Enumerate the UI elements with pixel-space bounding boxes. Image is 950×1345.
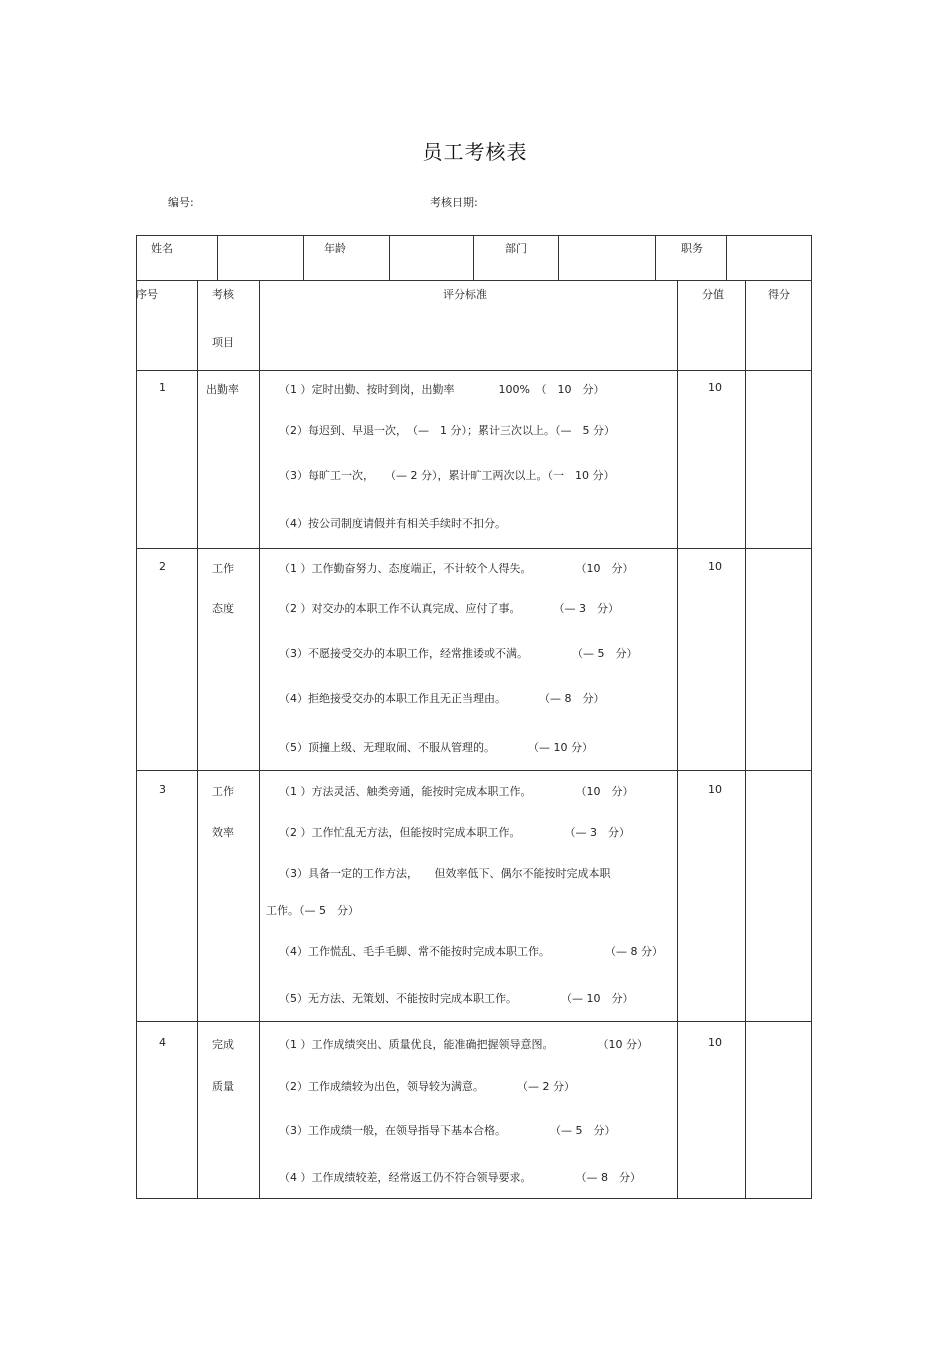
- grid-line: [136, 770, 812, 771]
- row-3-criterion-3: （3）具备一定的工作方法， 但效率低下、偶尔不能按时完成本职: [279, 867, 611, 880]
- grid-line: [303, 235, 304, 280]
- row-2-criterion-5: （5）顶撞上级、无理取闹、不服从管理的。 （— 10 分）: [279, 741, 593, 754]
- row-2-criterion-4: （4）拒绝接受交办的本职工作且无正当理由。 （— 8 分）: [279, 692, 605, 705]
- row-4-score-field[interactable]: [746, 1022, 810, 1197]
- row-4-no: 4: [159, 1036, 166, 1049]
- row-1-criterion-1: （1 ）定时出勤、按时到岗，出勤率 100% （ 10 分）: [279, 383, 605, 396]
- row-2-points: 10: [708, 560, 722, 573]
- row-1-item: 出勤率: [206, 383, 239, 396]
- row-3-criterion-5: （5）无方法、无策划、不能按时完成本职工作。 （— 10 分）: [279, 992, 634, 1005]
- grid-line: [811, 235, 812, 1199]
- grid-line: [136, 235, 137, 1199]
- row-2-item-2: 态度: [212, 602, 234, 615]
- row-3-no: 3: [159, 783, 166, 796]
- grid-line: [136, 548, 812, 549]
- grid-line: [677, 280, 678, 1199]
- grid-line: [136, 1021, 812, 1022]
- grid-line: [197, 280, 198, 1199]
- position-label: 职务: [681, 242, 703, 255]
- name-field[interactable]: [218, 236, 302, 279]
- position-field[interactable]: [727, 236, 810, 279]
- row-1-no: 1: [159, 381, 166, 394]
- col-points-header: 分值: [702, 288, 724, 301]
- row-4-item-1: 完成: [212, 1038, 234, 1051]
- row-3-points: 10: [708, 783, 722, 796]
- row-3-criterion-2: （2 ）工作忙乱无方法，但能按时完成本职工作。 （— 3 分）: [279, 826, 630, 839]
- row-4-points: 10: [708, 1036, 722, 1049]
- col-criteria-header: 评分标准: [443, 288, 487, 301]
- name-label: 姓名: [151, 242, 173, 255]
- dept-label: 部门: [505, 242, 527, 255]
- row-3-score-field[interactable]: [746, 771, 810, 1020]
- date-label: 考核日期:: [430, 196, 478, 209]
- grid-line: [136, 1198, 812, 1199]
- row-2-no: 2: [159, 560, 166, 573]
- row-2-criterion-2: （2 ）对交办的本职工作不认真完成、应付了事。 （— 3 分）: [279, 602, 619, 615]
- grid-line: [655, 235, 656, 280]
- grid-line: [136, 280, 812, 281]
- row-1-score-field[interactable]: [746, 371, 810, 547]
- row-4-criterion-3: （3）工作成绩一般，在领导指导下基本合格。 （— 5 分）: [279, 1124, 616, 1137]
- row-2-score-field[interactable]: [746, 549, 810, 769]
- age-label: 年龄: [324, 242, 346, 255]
- row-4-criterion-1: （1 ）工作成绩突出、质量优良，能准确把握领导意图。 （10 分）: [279, 1038, 648, 1051]
- age-field[interactable]: [390, 236, 472, 279]
- row-1-points: 10: [708, 381, 722, 394]
- col-item-header-1: 考核: [212, 288, 234, 301]
- row-2-item-1: 工作: [212, 562, 234, 575]
- col-item-header-2: 项目: [212, 336, 234, 349]
- row-3-criterion-4: （4）工作慌乱、毛手毛脚、常不能按时完成本职工作。 （— 8 分）: [279, 945, 663, 958]
- row-3-criterion-3-cont: 工作。（— 5 分）: [266, 904, 359, 917]
- grid-line: [136, 370, 812, 371]
- row-2-criterion-3: （3）不愿接受交办的本职工作，经常推诿或不满。 （— 5 分）: [279, 647, 638, 660]
- row-3-item-2: 效率: [212, 826, 234, 839]
- row-2-criterion-1: （1 ）工作勤奋努力、态度端正，不计较个人得失。 （10 分）: [279, 562, 634, 575]
- col-no-header: 序号: [136, 288, 158, 301]
- page-title: 员工考核表: [422, 140, 528, 164]
- row-1-criterion-4: （4）按公司制度请假并有相关手续时不扣分。: [279, 517, 506, 530]
- grid-line: [473, 235, 474, 280]
- row-4-criterion-4: （4 ）工作成绩较差，经常返工仍不符合领导要求。 （— 8 分）: [279, 1171, 641, 1184]
- row-4-criterion-2: （2）工作成绩较为出色，领导较为满意。 （— 2 分）: [279, 1080, 575, 1093]
- row-3-criterion-1: （1 ）方法灵活、触类旁通，能按时完成本职工作。 （10 分）: [279, 785, 634, 798]
- col-score-header: 得分: [768, 288, 790, 301]
- row-1-criterion-3: （3）每旷工一次， （— 2 分），累计旷工两次以上。（一 10 分）: [279, 469, 615, 482]
- grid-line: [259, 280, 260, 1199]
- row-4-item-2: 质量: [212, 1080, 234, 1093]
- number-label: 编号:: [168, 196, 194, 209]
- dept-field[interactable]: [559, 236, 654, 279]
- row-1-criterion-2: （2）每迟到、早退一次， （— 1 分）；累计三次以上。（— 5 分）: [279, 424, 615, 437]
- row-3-item-1: 工作: [212, 785, 234, 798]
